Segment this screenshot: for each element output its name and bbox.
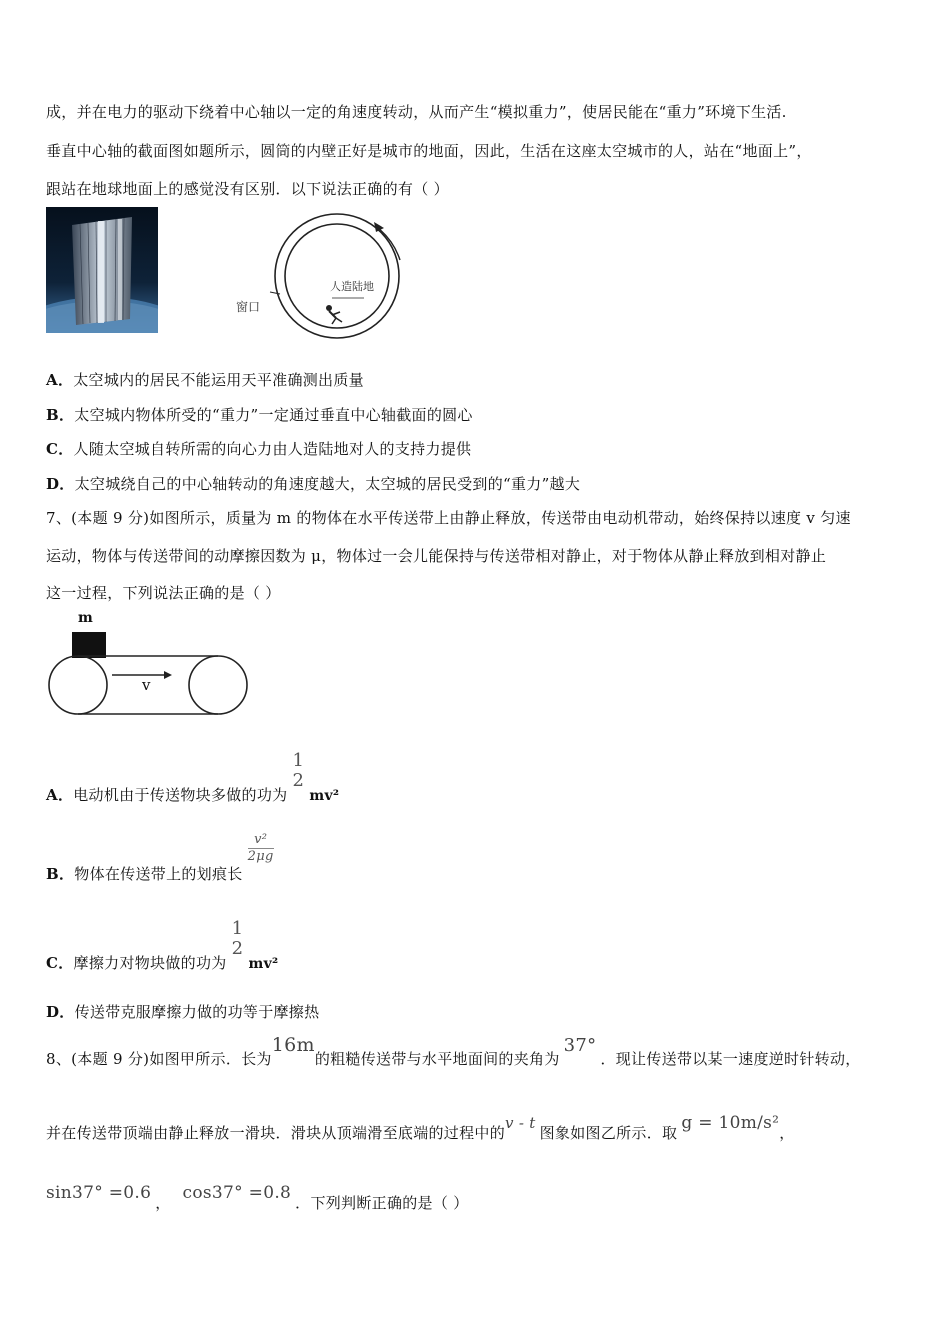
cross-section-diagram — [228, 212, 408, 342]
fraction-v2-2mug: $\frac{\text{v²}}{2\mu g}$ — [247, 832, 274, 864]
cos37-value: cos37° =0.8 — [182, 1183, 292, 1203]
vt-label: v - t — [505, 1114, 536, 1132]
fraction-half: 1 2 — [231, 918, 244, 959]
q6-option-d: D．太空城绕自己的中心轴转动的角速度越大，太空城的居民受到的“重力”越大 — [46, 475, 581, 493]
q7-option-a: A．电动机由于传送物块多做的功为 1 2 mv² — [46, 750, 340, 804]
q6-option-b: B．太空城内物体所受的“重力”一定通过垂直中心轴截面的圆心 — [46, 406, 473, 424]
q7-line-2: 运动，物体与传送带间的动摩擦因数为 μ，物体过一会儿能保持与传送带相对静止，对于物体从静止释放到相对静止 — [46, 547, 827, 565]
q7-line-1: 7、(本题 9 分)如图所示，质量为 m 的物体在水平传送带上由静止释放，传送带由电动机带动，始终保持以速度 v 匀速 — [46, 509, 851, 527]
conveyor-belt-diagram — [46, 608, 252, 720]
angle-37: 37° — [563, 1035, 597, 1056]
space-city-photo — [46, 207, 158, 333]
intro-line-2: 垂直中心轴的截面图如题所示，圆筒的内壁正好是城市的地面，因此，生活在这座太空城市的人，站在“地面上”， — [46, 142, 812, 160]
fraction-half: 1 2 — [292, 750, 305, 791]
artificial-ground-label: 人造陆地 — [330, 280, 374, 293]
q8-line-1: 8、(本题 9 分)如图甲所示．长为16m的粗糙传送带与水平地面间的夹角为37°．现让传送带以某一速度逆时针转动， — [46, 1034, 861, 1068]
gravity-value: g = 10m/s² — [681, 1113, 780, 1133]
velocity-label: v — [142, 676, 151, 694]
q6-option-a: A．太空城内的居民不能运用天平准确测出质量 — [46, 371, 364, 389]
mass-label: m — [78, 610, 93, 626]
q8-line-3: sin37° =0.6 ， cos37° =0.8 ．下列判断正确的是（ ） — [46, 1183, 469, 1212]
intro-line-3: 跟站在地球地面上的感觉没有区别．以下说法正确的有（ ） — [46, 180, 449, 198]
q7-option-d: D．传送带克服摩擦力做的功等于摩擦热 — [46, 1003, 320, 1021]
q7-option-c: C．摩擦力对物块做的功为 1 2 mv² — [46, 918, 279, 972]
window-label: 窗口 — [236, 300, 261, 314]
q8-line-2: 并在传送带顶端由静止释放一滑块．滑块从顶端滑至底端的过程中的v - t图象如图乙所示．取 g = 10m/s²， — [46, 1113, 795, 1142]
q6-option-c: C．人随太空城自转所需的向心力由人造陆地对人的支持力提供 — [46, 440, 472, 458]
intro-line-1: 成，并在电力的驱动下绕着中心轴以一定的角速度转动，从而产生“模拟重力”，使居民能在“重力”环境下生活. — [46, 103, 787, 121]
length-16m: 16m — [271, 1034, 315, 1056]
sin37-value: sin37° =0.6 — [46, 1183, 152, 1203]
q7-option-b: B．物体在传送带上的划痕长 $\frac{\text{v²}}{2\mu g}$ — [46, 832, 274, 883]
q7-line-3: 这一过程，下列说法正确的是（ ） — [46, 584, 281, 602]
